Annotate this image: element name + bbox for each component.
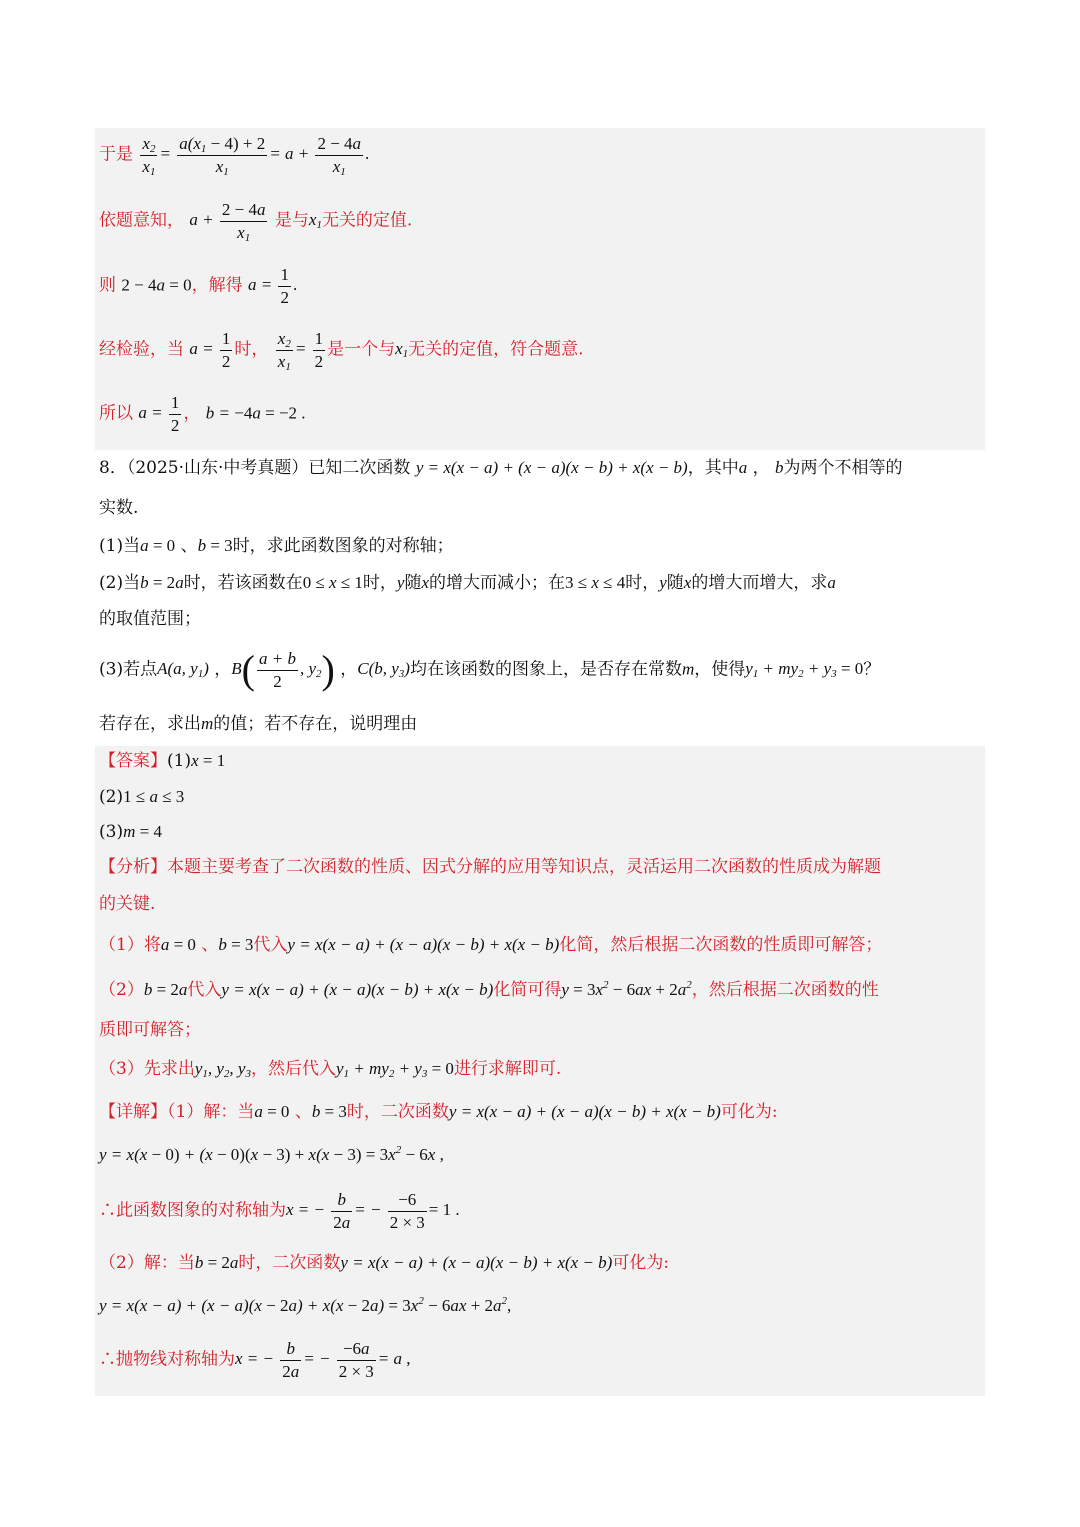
answer-line-1: 【答案】(1)x = 1 bbox=[99, 751, 226, 771]
detail-axis-2: ∴抛物线对称轴为x = − $\frac{b}{2a}$ = − $\frac{-6a}{2 \times 3}$ = a , bbox=[99, 1339, 411, 1381]
detail-step-1: 【详解】（1）解：当a = 0 、b = 3时，二次函数y = x(x − a) + (x − a)(x − b) + x(x − b)可化为: bbox=[99, 1102, 778, 1122]
analysis-summary: 【分析】本题主要考查了二次函数的性质、因式分解的应用等知识点，灵活运用二次函数的性质成为解题 bbox=[99, 857, 881, 877]
analysis-step-3: （3）先求出$y_1$, $y_2$, $y_3$，然后代入$y_1 + my_2 + y_3 = 0$进行求解即可. bbox=[99, 1059, 562, 1080]
analysis-step-2: （2）b = 2a代入y = x(x − a) + (x − a)(x − b) + x(x − b)化简可得$y = 3x^2 - 6ax + 2a^2$，然后根据二次函数的性 bbox=[99, 979, 879, 1000]
prev-line-3: 则 2 − 4a = 0，解得 a = $\frac{1}{2}$ . bbox=[99, 265, 298, 307]
detail-step-2: （2）解：当b = 2a时，二次函数y = x(x − a) + (x − a)(x − b) + x(x − b)可化为: bbox=[99, 1253, 670, 1273]
detail-axis-1: ∴此函数图象的对称轴为x = − $\frac{b}{2a}$ = − $\frac{-6}{2 \times 3}$ = 1 . bbox=[99, 1190, 460, 1232]
question-part-2: (2)当b = 2a时，若该函数在0 ≤ x ≤ 1时，y随x的增大而减小；在3 ≤ x ≤ 4时，y随x的增大而增大，求a bbox=[99, 573, 836, 593]
math-ratio: $\frac{x_2}{x_1}$ = $\frac{a(x_1 - 4) + 2}{x_1}$ = a + $\frac{2 - 4a}{x_1}$ . bbox=[142, 134, 370, 178]
question-stem: 8．（2025·山东·中考真题）已知二次函数 y = x(x − a) + (x − a)(x − b) + x(x − b)，其中a ， b为两个不相等的 bbox=[99, 458, 903, 478]
prev-line-2: 依题意知， a + $\frac{2 - 4a}{x_1}$ 是与$x_1$无关的定值. bbox=[99, 200, 413, 244]
analysis-step-1: （1）将a = 0 、b = 3代入y = x(x − a) + (x − a)(x − b) + x(x − b)化简，然后根据二次函数的性质即可解答； bbox=[99, 935, 883, 955]
prev-line-1: 于是 $\frac{x_2}{x_1}$ = $\frac{a(x_1 - 4) + 2}{x_1}$ = a + $\frac{2 - 4a}{x_1}$ . bbox=[99, 134, 370, 178]
answer-line-3: (3)m = 4 bbox=[99, 822, 162, 842]
prev-line-4: 经检验，当 a = $\frac{1}{2}$ 时， $\frac{x_2}{x_1}$ = $\frac{1}{2}$ 是一个与$x_1$无关的定值，符合题意. bbox=[99, 329, 584, 373]
question-part-3: (3)若点A(a, $y_1$) ，B( $\frac{a + b}{2}$ , $y_2$) ，C(b, $y_3$)均在该函数的图象上，是否存在常数m，使得$y_1 + my_2 + y_3 = 0$？ bbox=[99, 647, 881, 693]
detail-expand-1: $y = x(x - 0) + (x - 0)(x - 3) + x(x - 3) = 3x^2 - 6x$ , bbox=[99, 1144, 444, 1164]
prev-line-5: 所以 a = $\frac{1}{2}$ ， b = −4a = −2 . bbox=[99, 393, 306, 435]
detail-expand-2: $y = x(x - a) + (x - a)(x - 2a) + x(x - 2a) = 3x^2 - 6ax + 2a^2$, bbox=[99, 1295, 512, 1315]
answer-line-2: (2)1 ≤ a ≤ 3 bbox=[99, 787, 185, 807]
function-expression: y = x(x − a) + (x − a)(x − b) + x(x − b) bbox=[415, 458, 688, 477]
question-part-1: (1)当a = 0 、b = 3时，求此函数图象的对称轴； bbox=[99, 536, 454, 556]
